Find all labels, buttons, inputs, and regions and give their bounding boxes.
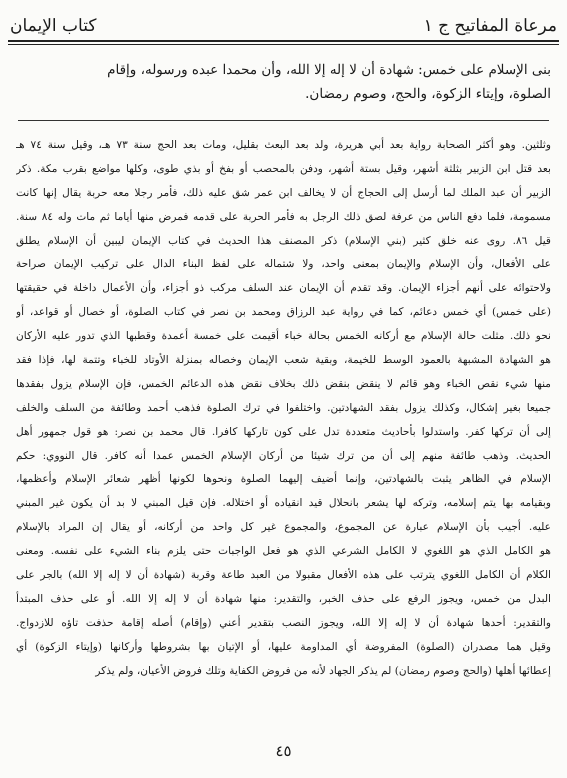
commentary-line: مسمومة، فلما دفع الناس من عرفة لصق ذلك الرجل به فأمر الحربة على قدمه فمرض منها أياما ثم مات وله ٨٤ سنة. [16, 210, 551, 223]
chapter-title: كتاب الإيمان [10, 16, 97, 36]
commentary-line: الزبير أن عبد الملك لما أرسل إلى الحجاج أن لا يخالف ابن عمر شق عليه ذلك، فأمر رجلا معه حربة يقال إنها كانت [16, 186, 551, 199]
commentary-line: إعطائها أهلها (والحج وصوم رمضان) لم يذكر الجهاد لأنه من فروض الكفاية وتلك فروض الأعيان، ولم يذكر [95, 664, 551, 677]
hadith-line: الصلوة، وإيتاء الزكوة، والحج، وصوم رمضان. [305, 86, 551, 102]
commentary-line: الحديث. وذهب طائفة منهم إلى أن من ترك شيئا من أركان الإسلام الخمس عمدا أنه كافر. قال النووي: حكم [16, 449, 551, 462]
commentary-line: الكلام أن الكامل اللغوي يترتب على هذه الأفعال مقبولا من العبد طاعة وقربة (شهادة أن لا إله إلا الله) بالجر على [16, 569, 551, 582]
commentary-line: الإسلام في الظاهر يثبت بالشهادتين، وإنما أضيف إليهما الصلوة ونحوها لكونها أظهر شعائر الإسلام وأعظمها، [16, 473, 551, 486]
commentary-line: جميعا بغير إشكال، وكذلك يزول بفقد الشهادتين. واختلفوا في ترك الصلوة فذهب أحمد وطائفة من السلف والخلف [16, 401, 551, 414]
commentary-line: منها شيء نقص الخباء وهو قائم لا ينقض بنقض ذلك بخلاف نقض هذه الدعائم الخمس، فإن الإسلام يزول بفقدها [16, 377, 551, 390]
commentary-line: البدل من خمس، ويجوز الرفع على حذف الخبر، والتقدير: منها شهادة أن لا إله إلا الله. أو على حذف المبتدأ [16, 592, 551, 605]
page-number: ٤٥ [275, 742, 292, 760]
commentary-line: وبقيامه بها يتم إسلامه، وتركه لها يشعر بانحلال قيد انقياده أو اختلاله. فإن قيل المبني لا بد أن يكون غير المبني [16, 497, 551, 510]
header-rule-thick [8, 40, 559, 42]
commentary-line: قيل ٨٦. روى عنه خلق كثير (بني الإسلام) ذكر المصنف هذا الحديث في كتاب الإيمان ليبين أن الإسلام يطلق [16, 234, 551, 247]
commentary-line: هو الشهادة المشبهة بالعمود الوسط للخيمة، وبقية شعب الإيمان وخصاله بمنزلة الأوتاد للخباء وتتمة لها، فإذا فقد [16, 354, 551, 367]
commentary-line: وقيل هما مصدران (الصلوة) المفروضة أي المداومة عليها، أو الإتيان بها بشروطها وأركانها (وإيتاء الزكوة) أي [16, 640, 551, 653]
commentary-line: والتقدير: أحدها شهادة أن لا إله إلا الله، ويجوز النصب بتقدير أعني (وإقام) أصله إقامة حذفت تاؤه للازدواج. [16, 616, 551, 629]
header-rule-thin [8, 44, 559, 45]
commentary [16, 134, 551, 683]
commentary-line: إلى أن تركها كفر. واستدلوا بأحاديث متعددة تدل على كون تاركها كافرا. قال محمد بن نصر: هو قول جمهور أهل [16, 425, 551, 438]
commentary-line: هو الكامل الذي هو اللغوي لا الكامل الشرعي الذي هو فعل الواجبات حتى يلزم بناء الشيء على نفسه. ومعنى [16, 545, 551, 558]
commentary-line: (على خمس) أي خمس دعائم، كما في رواية عبد الرزاق ومحمد بن نصر في كتاب الصلوة، أو خصال أو قواعد، أو [16, 306, 551, 319]
commentary-line: على الأفعال، وأن الإسلام والإيمان بمعنى واحد، ولا شتماله على لفظ البناء الدال على تركيب الإيمان صراحة [16, 258, 551, 271]
commentary-line: نحو ذلك. مثلت حالة الإسلام مع أركانه الخمس بحالة خباء أقيمت على خمسة أعمدة وقطبها الذي تدور عليه الأركان [16, 330, 551, 343]
commentary-line: ولاحتوائه على أنهم أجزاء الإيمان. وقد تقدم أن الإيمان عند السلف مركب ذو أجزاء، وأن الأعمال داخلة في حقيقتها [16, 282, 551, 295]
commentary-line: عليه. أجيب بأن الإسلام عبارة عن المجموع، والمجموع غير كل واحد من أركانه، أو يقال إن المراد بالإسلام [16, 521, 551, 534]
commentary-line: بعد قتل ابن الزبير بثلثة أشهر، وقيل بستة أشهر، ودفن بالمحصب أو بفخ أو بذي طوى، وكلها مواضع بقرب مكة. ذكر [16, 162, 551, 175]
commentary-line: وثلثين. وهو أكثر الصحابة رواية بعد أبي هريرة، ولد بعد البعث بقليل، ومات بعد الحج سنة ٧٣ هـ، وقيل سنة ٧٤ هـ [16, 139, 551, 151]
hadith-separator [18, 120, 549, 121]
page-header [10, 6, 557, 36]
hadith-text [16, 58, 551, 106]
book-title: مرعاة المفاتيح ج ١ [423, 16, 557, 36]
hadith-line: بنى الإسلام على خمس: شهادة أن لا إله إلا الله، وأن محمدا عبده ورسوله، وإقام [107, 62, 551, 78]
